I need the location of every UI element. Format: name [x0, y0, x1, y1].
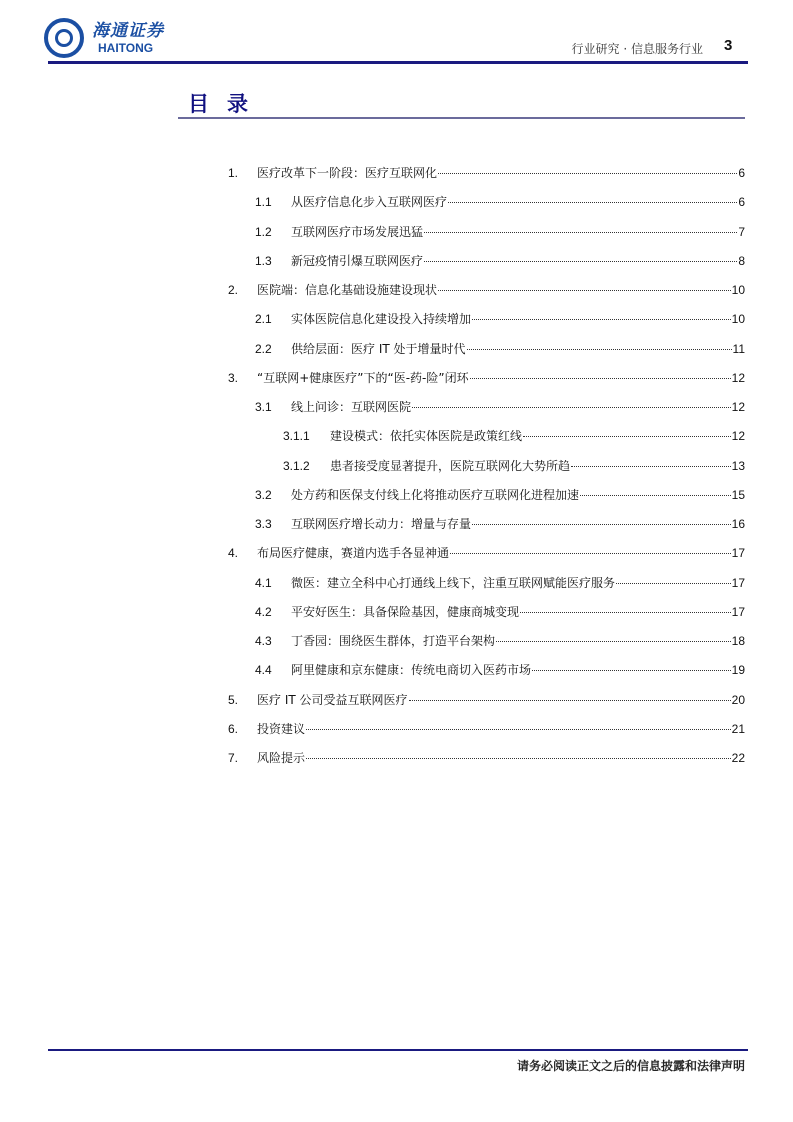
toc-page: 12: [731, 370, 745, 385]
logo-en: HAITONG: [98, 41, 154, 55]
toc-number: 1.2: [255, 224, 272, 239]
toc-entry[interactable]: [255, 661, 745, 679]
toc-title: 新冠疫情引爆互联网医疗: [291, 253, 424, 268]
toc-title: 线上问诊：互联网医院: [291, 400, 412, 414]
toc-number: 4.: [228, 546, 239, 561]
toc-number: 6.: [228, 721, 239, 736]
toc-leader-dots: [306, 758, 731, 759]
toc-number: 3.: [228, 370, 239, 385]
toc-leader-dots: [523, 436, 731, 437]
toc-entry[interactable]: [228, 691, 745, 709]
toc-entry[interactable]: [228, 749, 745, 767]
toc-entry[interactable]: [255, 486, 745, 504]
toc-entry[interactable]: [255, 193, 745, 211]
toc-title: 医院端：信息化基础设施建设现状: [257, 283, 438, 297]
toc-entry[interactable]: [283, 457, 745, 475]
toc-page: 8: [738, 253, 745, 268]
toc-page: 15: [731, 487, 745, 502]
toc-number: 4.3: [255, 634, 272, 648]
toc-page: 21: [731, 721, 745, 736]
toc-entry[interactable]: [255, 398, 745, 416]
page-title: 目录: [188, 92, 266, 116]
toc-entry[interactable]: [228, 281, 745, 299]
toc-leader-dots: [470, 378, 731, 379]
toc-leader-dots: [306, 729, 731, 730]
toc-title: 互联网医疗市场发展迅猛: [291, 224, 424, 239]
toc-title: 处方药和医保支付线上化将推动医疗互联网化进程加速: [291, 487, 580, 502]
toc-title: 医疗改革下一阶段：医疗互联网化: [257, 166, 438, 180]
toc-page: 10: [731, 283, 745, 297]
toc-page: 7: [738, 224, 745, 239]
toc-entry[interactable]: [283, 427, 745, 445]
toc-page: 12: [731, 400, 745, 414]
toc-page: 11: [732, 341, 745, 356]
toc-page: 17: [731, 604, 745, 619]
toc-entry[interactable]: [228, 544, 745, 562]
toc-title: 丁香园：围绕医生群体，打造平台架构: [291, 634, 496, 648]
toc-page: 10: [731, 312, 745, 327]
toc-entry[interactable]: [255, 223, 745, 241]
haitong-logo: [44, 18, 164, 58]
toc-page: 17: [731, 546, 745, 561]
toc-leader-dots: [424, 261, 737, 262]
toc-number: 1.3: [255, 253, 272, 268]
footer-divider: [48, 1049, 748, 1051]
toc-number: 2.1: [255, 312, 272, 327]
toc-title: 微医：建立全科中心打通线上线下，注重互联网赋能医疗服务: [291, 575, 616, 590]
page-number: 3: [724, 37, 733, 54]
toc-title: 互联网医疗增长动力：增量与存量: [291, 517, 472, 531]
toc-leader-dots: [448, 202, 737, 203]
toc-leader-dots: [412, 407, 731, 408]
toc-title: 风险提示: [257, 751, 306, 765]
toc-number: 3.1.2: [283, 458, 310, 473]
header-divider: [48, 61, 748, 64]
toc-title: 供给层面：医疗 IT 处于增量时代: [291, 341, 466, 356]
toc-title: 从医疗信息化步入互联网医疗: [291, 195, 448, 210]
toc-title: 平安好医生：具备保险基因，健康商城变现: [291, 604, 520, 619]
toc-page: 6: [738, 195, 745, 210]
toc-title: 实体医院信息化建设投入持续增加: [291, 312, 472, 327]
toc-entry[interactable]: [228, 164, 745, 182]
toc-title: 布局医疗健康，赛道内选手各显神通: [257, 546, 450, 561]
toc-title: “互联网+健康医疗”下的“医-药-险”闭环: [257, 370, 469, 385]
logo-emblem-icon: [44, 18, 84, 58]
toc-entry[interactable]: [255, 252, 745, 270]
toc-page: 17: [731, 575, 745, 590]
toc-entry[interactable]: [255, 340, 745, 358]
toc-number: 4.2: [255, 604, 272, 619]
toc-number: 3.2: [255, 487, 272, 502]
toc-leader-dots: [616, 583, 731, 584]
toc-leader-dots: [571, 466, 731, 467]
toc-title: 投资建议: [257, 721, 306, 736]
toc-entry[interactable]: [255, 632, 745, 650]
toc-page: 12: [731, 429, 745, 444]
toc-title: 建设模式：依托实体医院是政策红线: [330, 429, 523, 444]
toc-page: 19: [731, 663, 745, 678]
toc-leader-dots: [472, 524, 731, 525]
toc-number: 2.2: [255, 341, 272, 356]
toc-entry[interactable]: [228, 720, 745, 738]
toc-page: 22: [731, 751, 745, 765]
toc-entry[interactable]: [255, 310, 745, 328]
toc-title: 阿里健康和京东健康：传统电商切入医药市场: [291, 663, 532, 678]
toc-leader-dots: [472, 319, 731, 320]
toc-page: 13: [731, 458, 745, 473]
toc-entry[interactable]: [255, 574, 745, 592]
toc-number: 4.4: [255, 663, 272, 678]
toc-page: 20: [731, 692, 745, 707]
toc-leader-dots: [467, 349, 732, 350]
toc-number: 5.: [228, 692, 239, 707]
toc-number: 7.: [228, 751, 239, 765]
toc-leader-dots: [580, 495, 731, 496]
logo-cn: 海通证券: [92, 21, 164, 41]
header-subtitle: 行业研究 · 信息服务行业: [571, 42, 703, 56]
toc-leader-dots: [409, 700, 731, 701]
toc-leader-dots: [450, 553, 731, 554]
toc-leader-dots: [532, 670, 731, 671]
toc-number: 2.: [228, 283, 239, 297]
toc-title: 患者接受度显著提升，医院互联网化大势所趋: [330, 458, 571, 473]
toc-page: 16: [731, 517, 745, 531]
toc-number: 4.1: [255, 575, 272, 590]
toc-number: 1.1: [255, 195, 272, 210]
toc-number: 3.3: [255, 517, 272, 531]
toc-number: 1.: [228, 166, 239, 180]
title-divider: [178, 117, 745, 119]
footer-disclaimer: 请务必阅读正文之后的信息披露和法律声明: [516, 1059, 745, 1073]
toc-leader-dots: [424, 232, 737, 233]
toc-page: 6: [738, 166, 745, 180]
toc-number: 3.1: [255, 400, 272, 414]
toc-title: 医疗 IT 公司受益互联网医疗: [257, 692, 408, 707]
toc-page: 18: [731, 634, 745, 648]
toc-number: 3.1.1: [283, 429, 310, 444]
toc-leader-dots: [496, 641, 731, 642]
toc-leader-dots: [438, 290, 731, 291]
toc-entry[interactable]: [228, 369, 745, 387]
toc-entry[interactable]: [255, 603, 745, 621]
toc-leader-dots: [438, 173, 737, 174]
toc-entry[interactable]: [255, 515, 745, 533]
toc-leader-dots: [520, 612, 731, 613]
